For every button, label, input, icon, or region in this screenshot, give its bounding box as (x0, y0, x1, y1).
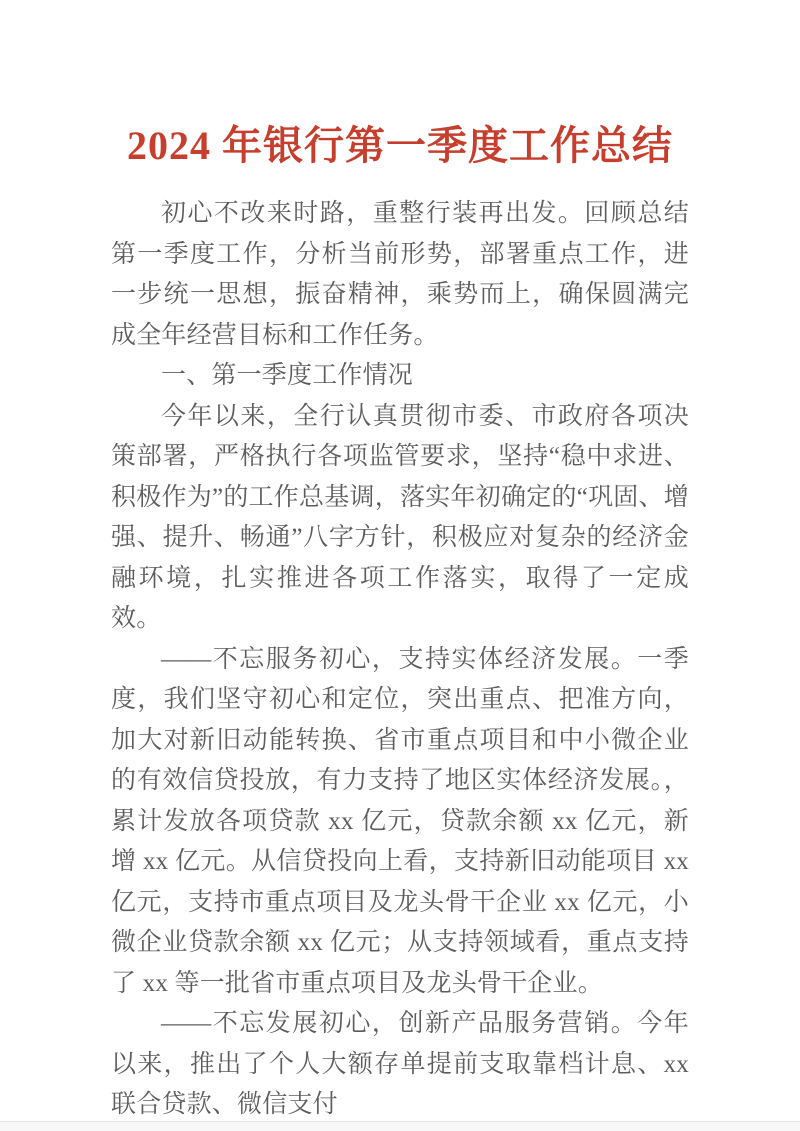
section-heading: 一、第一季度工作情况 (161, 362, 414, 389)
paragraph: 初心不改来时路，重整行装再出发。回顾总结第一季度工作，分析当前形势，部署重点工作，进一步统一思想，振奋精神，乘势而上，确保圆满完成全年经营目标和工作任务。 (111, 200, 689, 349)
document-body (111, 194, 689, 1126)
page-bottom-shadow (0, 1122, 800, 1131)
paragraph: ——不忘发展初心，创新产品服务营销。今年以来，推出了个人大额存单提前支取靠档计息、xx 联合贷款、微信支付 (111, 1010, 689, 1118)
document-title: 2024 年银行第一季度工作总结 (127, 123, 673, 168)
paragraph: 今年以来，全行认真贯彻市委、市政府各项决策部署，严格执行各项监管要求，坚持“稳中求进、积极作为”的工作总基调，落实年初确定的“巩固、增强、提升、畅通”八字方针，积极应对复杂的经济金融环境，扎实推进各项工作落实，取得了一定成效。 (111, 402, 689, 632)
paragraph: ——不忘服务初心，支持实体经济发展。一季度，我们坚守初心和定位，突出重点、把准方向，加大对新旧动能转换、省市重点项目和中小微企业的有效信贷投放，有力支持了地区实体经济发展。，累计发放各项贷款 xx 亿元，贷款余额 xx 亿元，新增 xx 亿元。从信贷投向上看，支持新旧动能项目 xx 亿元，支持市重点项目及龙头骨干企业 xx 亿元，小微企业贷款余额 xx 亿元；从支持领域看，重点支持了 xx 等一批省市重点项目及龙头骨干企业。 (111, 645, 689, 997)
